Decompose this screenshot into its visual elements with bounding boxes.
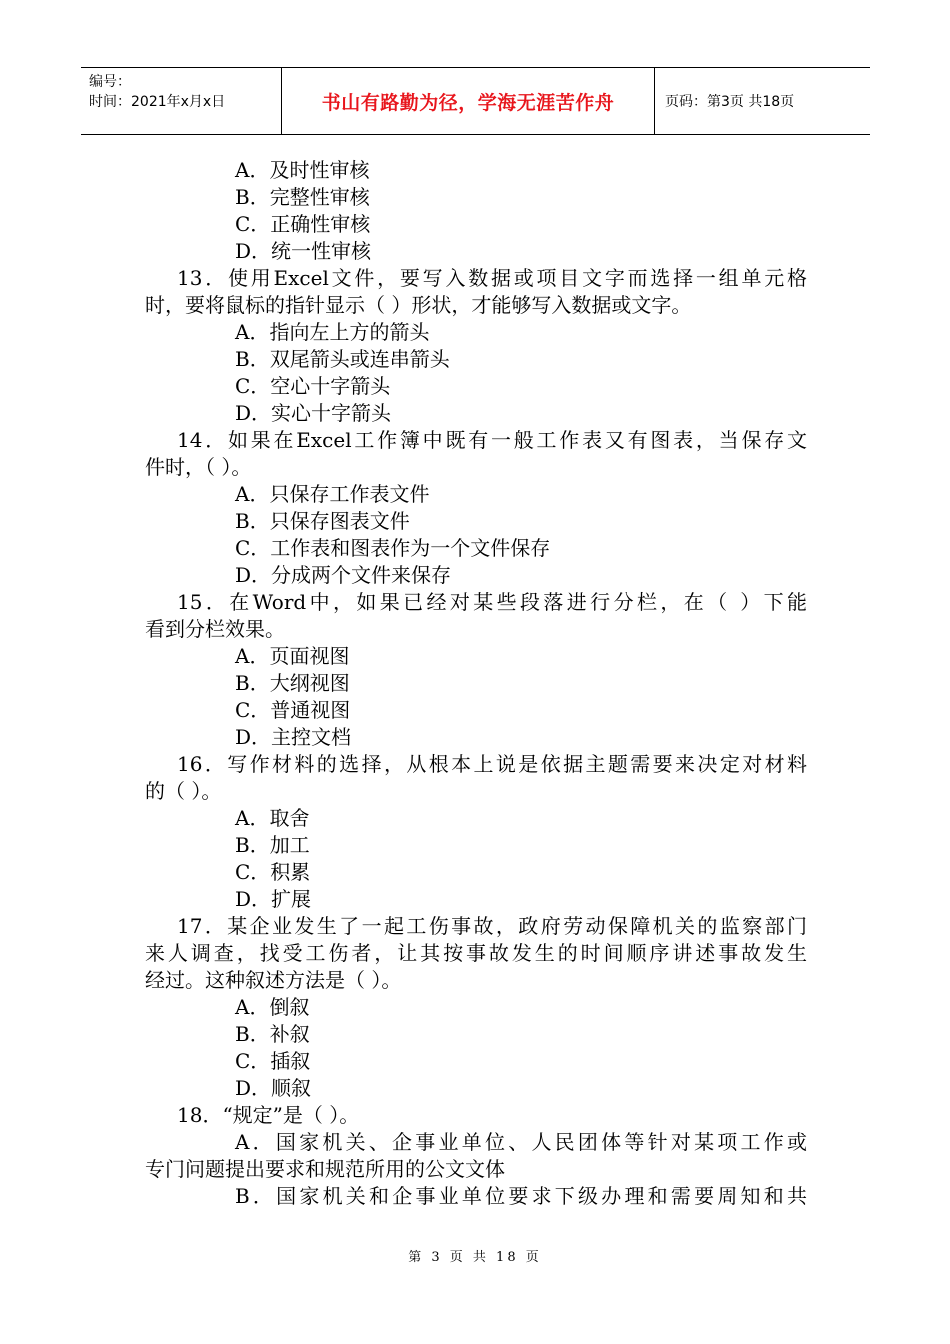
answer-option: C．插叙 bbox=[235, 1049, 311, 1073]
answer-option: B．补叙 bbox=[235, 1022, 310, 1046]
question-line: 15．在Word中，如果已经对某些段落进行分栏，在（ ）下能 bbox=[177, 590, 807, 614]
text-line: 时，要将鼠标的指针显示（ ）形状，才能够写入数据或文字。 bbox=[145, 293, 692, 317]
answer-option: B．大纲视图 bbox=[235, 671, 350, 695]
answer-option: A．页面视图 bbox=[235, 644, 350, 668]
page-header bbox=[81, 67, 870, 135]
time-label: 时间：2021年x月x日 bbox=[89, 94, 226, 110]
answer-option: C．工作表和图表作为一个文件保存 bbox=[235, 536, 551, 560]
answer-option: A．及时性审核 bbox=[235, 158, 370, 182]
answer-option: D．扩展 bbox=[235, 887, 312, 911]
answer-option: B．只保存图表文件 bbox=[235, 509, 410, 533]
answer-option: D．主控文档 bbox=[235, 725, 352, 749]
text-line: 的（ ）。 bbox=[145, 779, 222, 803]
question-line: 18．“规定”是（ ）。 bbox=[177, 1103, 360, 1127]
answer-option: B．加工 bbox=[235, 833, 310, 857]
question-line: 16．写作材料的选择，从根本上说是依据主题需要来决定对材料 bbox=[177, 752, 807, 776]
answer-option: C．空心十字箭头 bbox=[235, 374, 391, 398]
answer-option: D．实心十字箭头 bbox=[235, 401, 392, 425]
answer-option: D．统一性审核 bbox=[235, 239, 372, 263]
answer-option: A．国家机关、企事业单位、人民团体等针对某项工作或 bbox=[235, 1130, 807, 1154]
answer-option: B．双尾箭头或连串箭头 bbox=[235, 347, 450, 371]
answer-option: C．积累 bbox=[235, 860, 311, 884]
question-line: 来人调查，找受工伤者，让其按事故发生的时间顺序讲述事故发生 bbox=[145, 941, 807, 965]
answer-option: A．指向左上方的箭头 bbox=[235, 320, 430, 344]
answer-option: A．取舍 bbox=[235, 806, 310, 830]
answer-option: D．顺叙 bbox=[235, 1076, 312, 1100]
number-label: 编号： bbox=[89, 74, 131, 90]
header-page-info bbox=[655, 68, 870, 134]
answer-option: A．只保存工作表文件 bbox=[235, 482, 430, 506]
text-line: 件时，（ ）。 bbox=[145, 455, 252, 479]
answer-option: B．完整性审核 bbox=[235, 185, 370, 209]
page-footer bbox=[0, 1246, 950, 1265]
text-line: 看到分栏效果。 bbox=[145, 617, 285, 641]
answer-option: C．普通视图 bbox=[235, 698, 351, 722]
question-line: 17．某企业发生了一起工伤事故，政府劳动保障机关的监察部门 bbox=[177, 914, 807, 938]
answer-option: A．倒叙 bbox=[235, 995, 310, 1019]
answer-option: B．国家机关和企事业单位要求下级办理和需要周知和共 bbox=[235, 1184, 807, 1208]
document-body bbox=[145, 157, 807, 1210]
question-line: 14．如果在Excel工作簿中既有一般工作表又有图表，当保存文 bbox=[177, 428, 807, 452]
page-info-text: 页码：第3页 共18页 bbox=[665, 94, 795, 110]
header-meta bbox=[81, 68, 282, 134]
motto-text: 书山有路勤为径，学海无涯苦作舟 bbox=[321, 91, 615, 114]
text-line: 专门问题提出要求和规范所用的公文文体 bbox=[145, 1157, 505, 1181]
header-motto bbox=[282, 68, 655, 134]
answer-option: D．分成两个文件来保存 bbox=[235, 563, 452, 587]
question-line: 13．使用Excel文件，要写入数据或项目文字而选择一组单元格 bbox=[177, 266, 807, 290]
text-line: 经过。这种叙述方法是（ ）。 bbox=[145, 968, 402, 992]
footer-page-number: 第 3 页 共 18 页 bbox=[408, 1250, 542, 1265]
answer-option: C．正确性审核 bbox=[235, 212, 371, 236]
